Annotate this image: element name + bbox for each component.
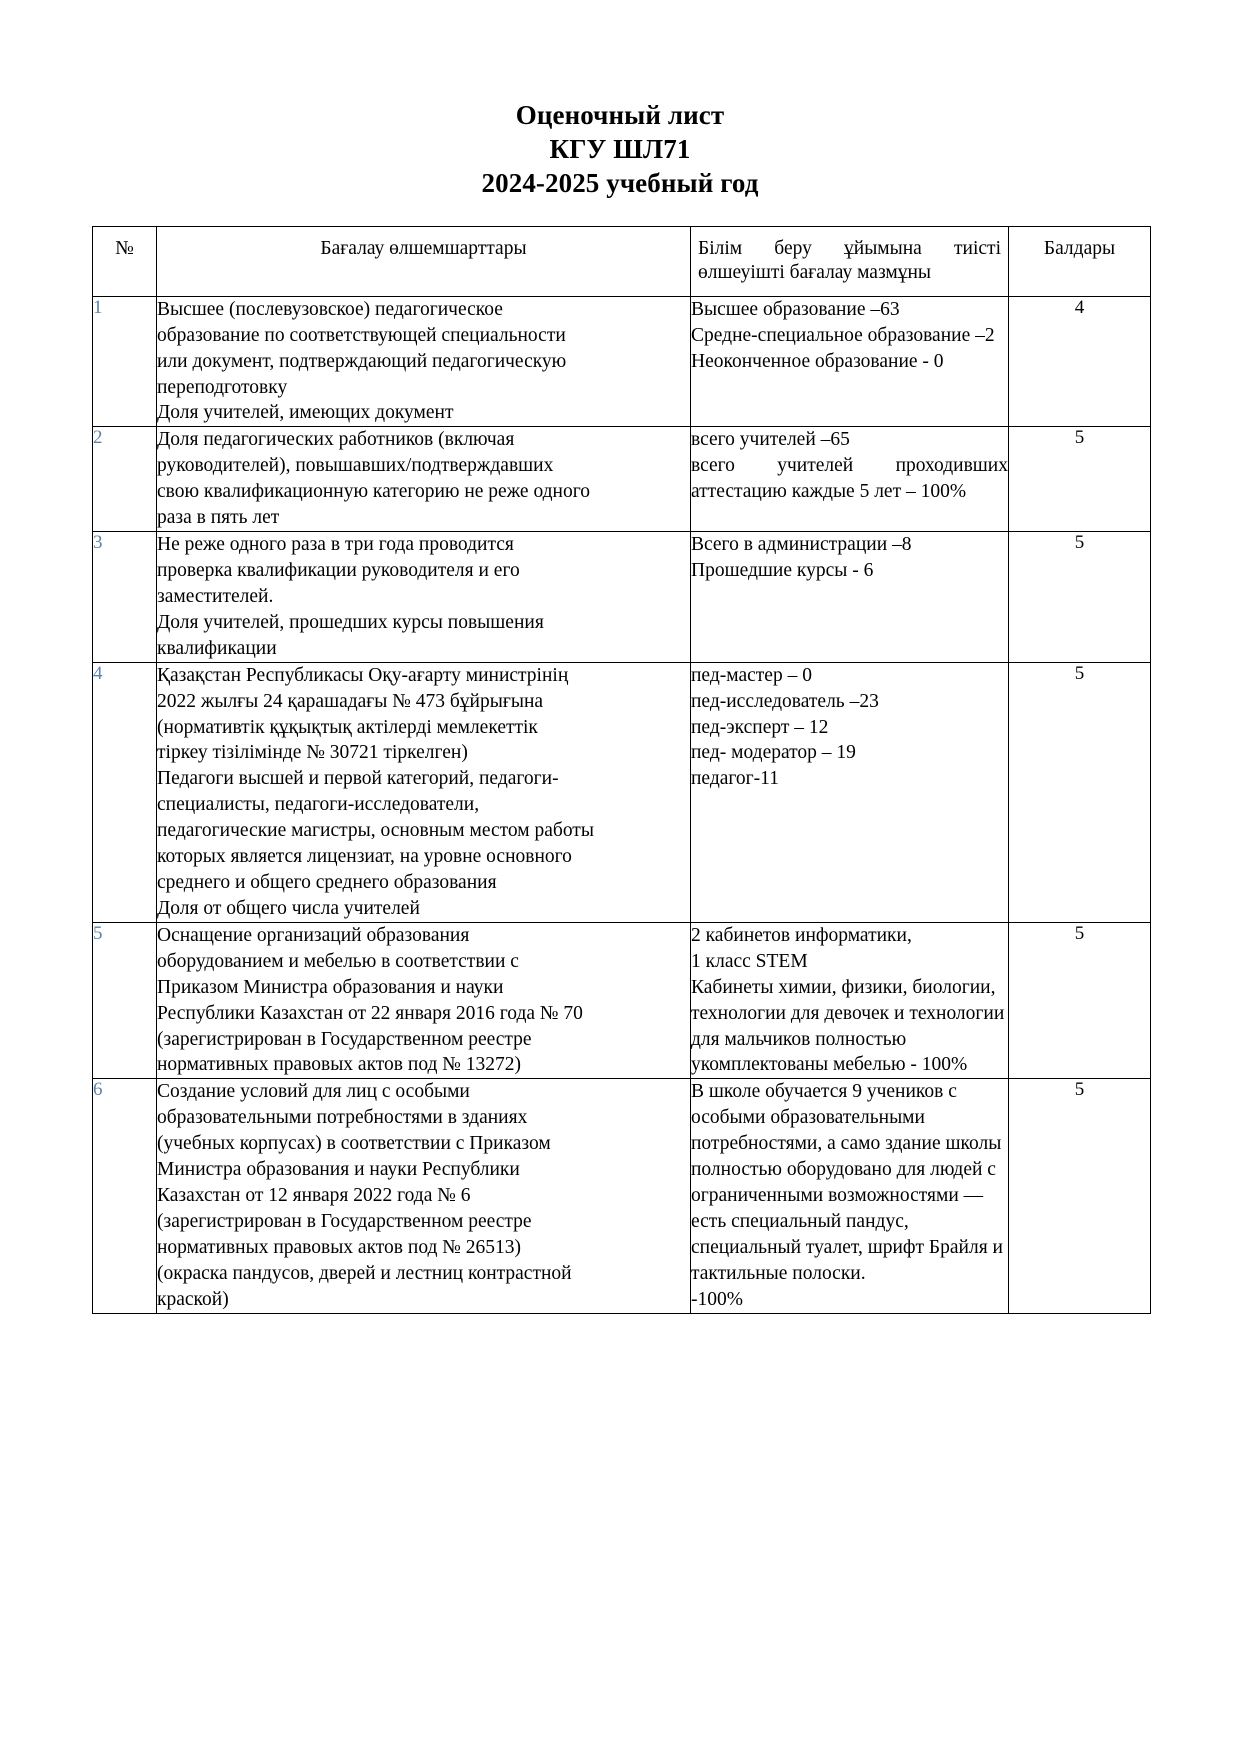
content-line: педагог-11 <box>691 768 779 790</box>
score-cell: 5 <box>1009 922 1151 1079</box>
content-line: тактильные полоски. <box>691 1262 866 1284</box>
score-cell: 5 <box>1009 662 1151 922</box>
header-cell-score: Балдары <box>1009 227 1151 297</box>
criteria-line: оборудованием и мебелью в соответствии с <box>157 950 519 972</box>
content-line: Кабинеты химии, физики, биологии, <box>691 976 996 998</box>
criteria-line: или документ, подтверждающий педагогическую <box>157 350 567 372</box>
criteria-line: педагогические магистры, основным местом работы <box>157 820 594 842</box>
header-content-line-1: Білім беру ұйымына тиісті <box>698 238 1001 259</box>
row-number-cell: 2 <box>93 427 157 532</box>
criteria-line: заместителей. <box>157 585 274 607</box>
content-line: 2 кабинетов информатики, <box>691 924 912 946</box>
criteria-line: руководителей), повышавших/подтверждавших <box>157 455 554 477</box>
table-row <box>93 296 1151 427</box>
table-row <box>93 1079 1151 1313</box>
score-cell: 5 <box>1009 532 1151 663</box>
content-line: В школе обучается 9 учеников с <box>691 1081 957 1103</box>
criteria-cell <box>157 662 691 922</box>
criteria-line: Доля от общего числа учителей <box>157 897 420 919</box>
criteria-line: (зарегистрирован в Государственном реестре <box>157 1028 532 1050</box>
document-title <box>0 0 1240 200</box>
criteria-line: Министра образования и науки Республики <box>157 1159 520 1181</box>
criteria-line: (зарегистрирован в Государственном реестре <box>157 1211 532 1233</box>
content-line: аттестацию каждые 5 лет – 100% <box>691 481 967 503</box>
content-line: пед- модератор – 19 <box>691 742 856 764</box>
criteria-cell <box>157 1079 691 1313</box>
criteria-line: тіркеу тізілімінде № 30721 тіркелген) <box>157 742 468 764</box>
content-line: особыми образовательными <box>691 1107 925 1129</box>
content-line: потребностями, а само здание школы <box>691 1133 1002 1155</box>
criteria-line: раза в пять лет <box>157 507 280 529</box>
content-line: пед-мастер – 0 <box>691 664 812 686</box>
criteria-line: (нормативтік құқықтық актілерді мемлекеттік <box>157 716 538 738</box>
title-line-3: 2024-2025 учебный год <box>481 168 759 199</box>
content-line: -100% <box>691 1288 743 1310</box>
criteria-line: Доля учителей, имеющих документ <box>157 402 454 424</box>
content-cell <box>691 662 1009 922</box>
content-cell <box>691 296 1009 427</box>
score-cell: 5 <box>1009 427 1151 532</box>
criteria-line: Доля учителей, прошедших курсы повышения <box>157 611 544 633</box>
criteria-cell <box>157 427 691 532</box>
content-line: есть специальный пандус, <box>691 1211 909 1233</box>
criteria-line: Казахстан от 12 января 2022 года № 6 <box>157 1185 471 1207</box>
criteria-line: Доля педагогических работников (включая <box>157 429 515 451</box>
content-line: Прошедшие курсы - 6 <box>691 559 874 581</box>
criteria-line: проверка квалификации руководителя и его <box>157 559 520 581</box>
content-line: 1 класс STEM <box>691 950 808 972</box>
row-number-cell: 4 <box>93 662 157 922</box>
content-line: пед-исследователь –23 <box>691 690 879 712</box>
criteria-line: нормативных правовых актов под № 26513) <box>157 1236 522 1258</box>
evaluation-table <box>92 226 1151 1314</box>
header-content-line-2: өлшеуішті бағалау мазмұны <box>698 262 932 284</box>
content-line: Средне-специальное образование –2 <box>691 324 995 346</box>
content-line: Неоконченное образование - 0 <box>691 350 944 372</box>
criteria-line: 2022 жылғы 24 қарашадағы № 473 бұйрығына <box>157 690 544 712</box>
content-line: пед-эксперт – 12 <box>691 716 829 738</box>
criteria-line: нормативных правовых актов под № 13272) <box>157 1054 522 1076</box>
content-line: укомплектованы мебелью - 100% <box>691 1054 968 1076</box>
score-cell: 5 <box>1009 1079 1151 1313</box>
table-row <box>93 532 1151 663</box>
content-cell <box>691 922 1009 1079</box>
table-row <box>93 427 1151 532</box>
criteria-line: Республики Казахстан от 22 января 2016 года № 70 <box>157 1002 583 1024</box>
table-row <box>93 922 1151 1079</box>
content-line: Высшее образование –63 <box>691 298 900 320</box>
content-cell <box>691 1079 1009 1313</box>
table-row <box>93 662 1151 922</box>
criteria-line: (учебных корпусах) в соответствии с Приказом <box>157 1133 551 1155</box>
header-cell-content <box>691 227 1009 297</box>
criteria-cell <box>157 532 691 663</box>
criteria-line: Высшее (послевузовское) педагогическое <box>157 298 503 320</box>
row-number-cell: 6 <box>93 1079 157 1313</box>
criteria-line: Приказом Министра образования и науки <box>157 976 504 998</box>
criteria-cell <box>157 296 691 427</box>
table-header-row <box>93 227 1151 297</box>
criteria-line: образовательными потребностями в зданиях <box>157 1107 528 1129</box>
criteria-line: (окраска пандусов, дверей и лестниц контрастной <box>157 1262 572 1284</box>
criteria-line: свою квалификационную категорию не реже одного <box>157 481 590 503</box>
content-line: технологии для девочек и технологии <box>691 1002 1005 1024</box>
content-line: для мальчиков полностью <box>691 1028 907 1050</box>
content-line: ограниченными возможностями — <box>691 1185 984 1207</box>
criteria-line: Не реже одного раза в три года проводится <box>157 534 514 556</box>
criteria-line: среднего и общего среднего образования <box>157 872 497 894</box>
criteria-cell <box>157 922 691 1079</box>
score-cell: 4 <box>1009 296 1151 427</box>
title-line-2: КГУ ШЛ71 <box>549 134 691 165</box>
content-line: полностью оборудовано для людей с <box>691 1159 996 1181</box>
criteria-line: Қазақстан Республикасы Оқу-ағарту министрінің <box>157 664 569 686</box>
content-line: Всего в администрации –8 <box>691 534 912 556</box>
content-cell <box>691 427 1009 532</box>
criteria-line: специалисты, педагоги-исследователи, <box>157 794 480 816</box>
title-line-1: Оценочный лист <box>515 100 725 130</box>
criteria-line: Педагоги высшей и первой категорий, педагоги- <box>157 768 559 790</box>
criteria-line: Оснащение организаций образования <box>157 924 470 946</box>
content-line: всего учителей проходивших <box>691 455 1008 477</box>
header-cell-no: № <box>93 227 157 297</box>
row-number-cell: 3 <box>93 532 157 663</box>
header-cell-criteria: Бағалау өлшемшарттары <box>157 227 691 297</box>
criteria-line: квалификации <box>157 637 277 659</box>
criteria-line: переподготовку <box>157 376 288 398</box>
criteria-line: образование по соответствующей специальности <box>157 324 566 346</box>
row-number-cell: 1 <box>93 296 157 427</box>
content-cell <box>691 532 1009 663</box>
content-line: специальный туалет, шрифт Брайля и <box>691 1236 1003 1258</box>
criteria-line: которых является лицензиат, на уровне основного <box>157 846 572 868</box>
criteria-line: краской) <box>157 1288 229 1310</box>
criteria-line: Создание условий для лиц с особыми <box>157 1081 470 1103</box>
row-number-cell: 5 <box>93 922 157 1079</box>
content-line: всего учителей –65 <box>691 429 850 451</box>
